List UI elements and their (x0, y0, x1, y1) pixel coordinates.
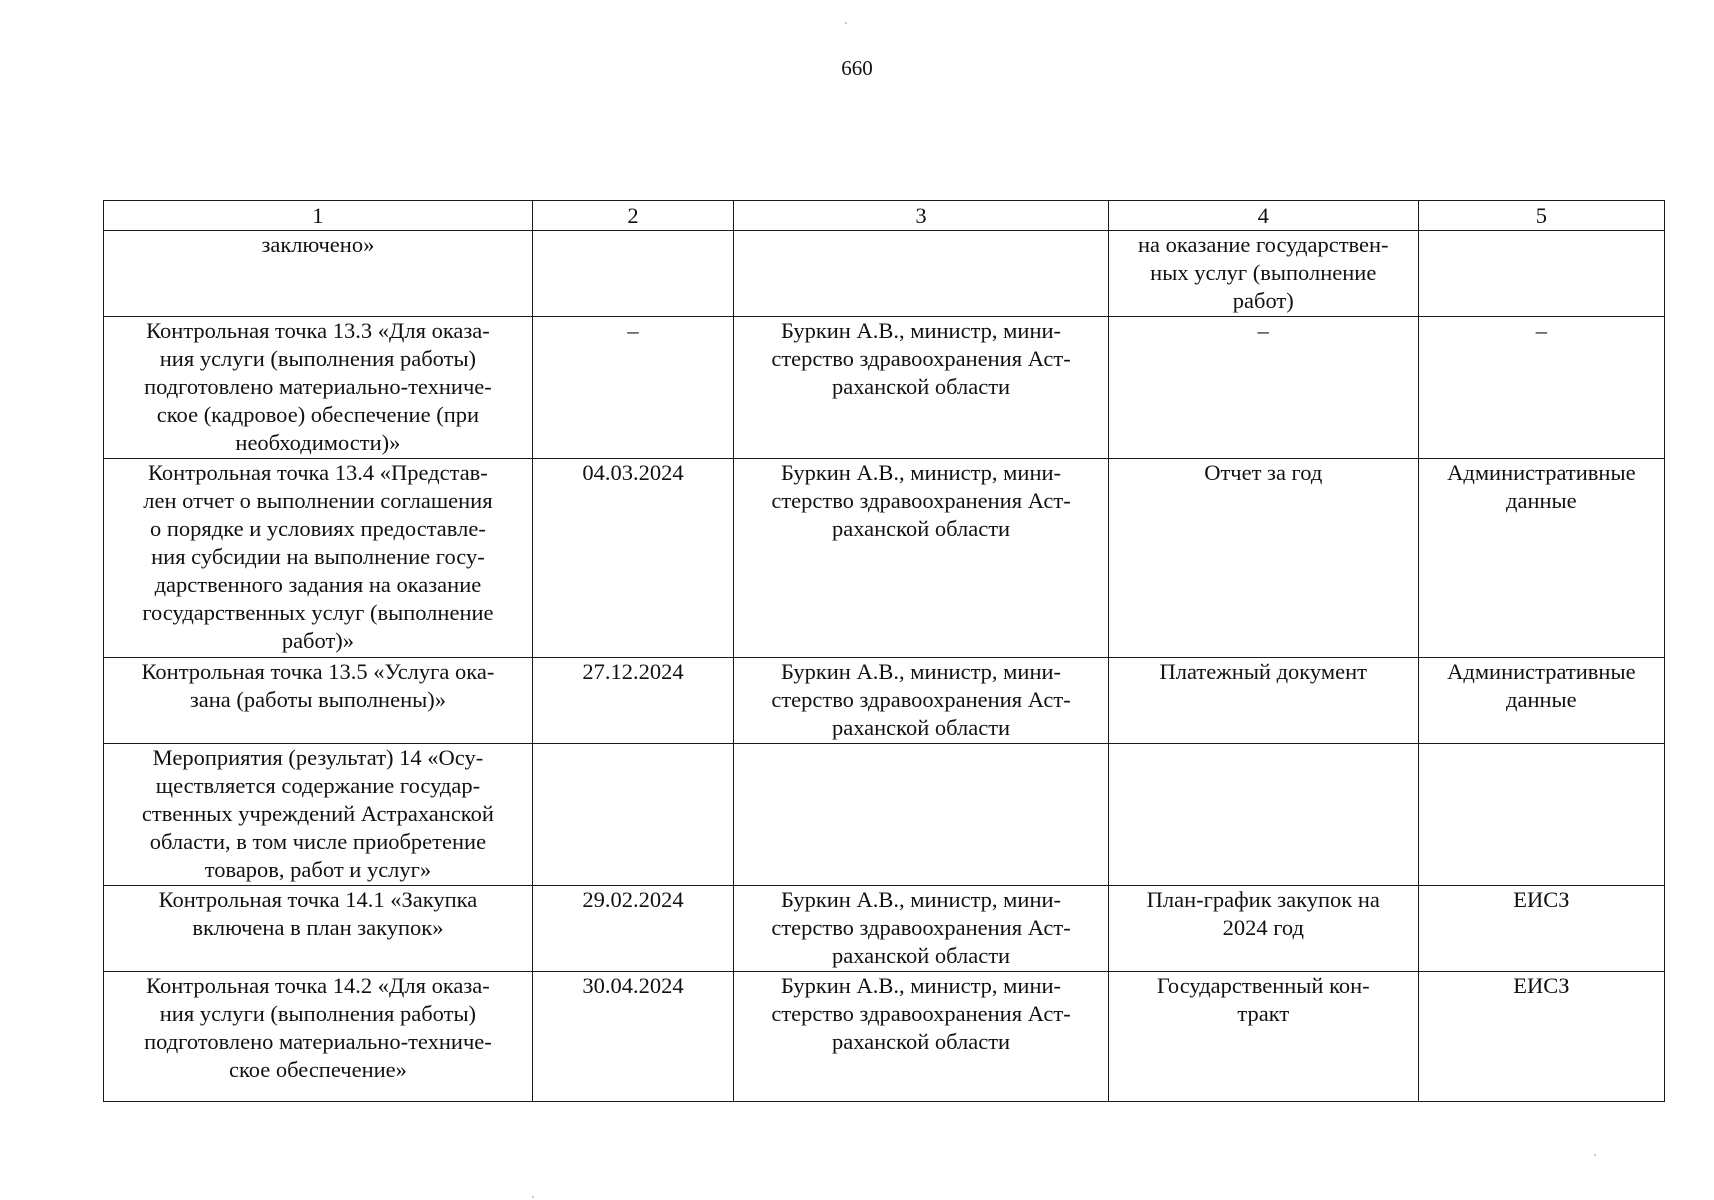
source-text: Административные данные (1447, 659, 1636, 712)
responsible-text: Буркин А.В., министр, мини- стерство здравоохранения Аст- раханской области (771, 318, 1071, 399)
date-cell (532, 231, 733, 317)
document-cell (1108, 658, 1418, 744)
document-cell (1108, 972, 1418, 1102)
table-row (104, 317, 1665, 459)
source-text: Административные данные (1447, 460, 1636, 513)
document-cell (1108, 459, 1418, 658)
source-cell (1418, 972, 1664, 1102)
column-number-3: 3 (734, 201, 1109, 231)
document-text: – (1257, 318, 1269, 343)
source-text: ЕИСЗ (1513, 973, 1570, 998)
date-text: 27.12.2024 (582, 659, 684, 684)
document-text: Отчет за год (1204, 460, 1323, 485)
document-cell (1108, 231, 1418, 317)
date-text: – (627, 318, 639, 343)
responsible-cell (734, 886, 1109, 972)
column-number-5: 5 (1418, 201, 1664, 231)
row-title-cell (104, 317, 533, 459)
date-cell (532, 972, 733, 1102)
source-cell (1418, 658, 1664, 744)
row-title-cell (104, 658, 533, 744)
table-row (104, 744, 1665, 886)
responsible-text: Буркин А.В., министр, мини- стерство здравоохранения Аст- раханской области (771, 460, 1071, 541)
document-cell (1108, 744, 1418, 886)
row-title-text: Контрольная точка 13.3 «Для оказа- ния услуги (выполнения работы) подготовлено материально-техниче- ское (кадровое) обеспечение (при необходимости)» (144, 318, 492, 455)
control-points-table (103, 200, 1665, 1102)
document-text: Платежный документ (1159, 659, 1367, 684)
row-title-cell (104, 886, 533, 972)
date-text: 04.03.2024 (582, 460, 684, 485)
column-number-4: 4 (1108, 201, 1418, 231)
document-text: План-график закупок на 2024 год (1146, 887, 1380, 940)
scan-speck (532, 1196, 534, 1198)
date-cell (532, 744, 733, 886)
row-title-text: Контрольная точка 13.5 «Услуга ока- зана (работы выполнены)» (141, 659, 495, 712)
source-cell (1418, 744, 1664, 886)
source-cell (1418, 317, 1664, 459)
responsible-cell (734, 658, 1109, 744)
row-title-cell (104, 459, 533, 658)
source-cell (1418, 231, 1664, 317)
source-cell (1418, 459, 1664, 658)
responsible-cell (734, 231, 1109, 317)
table-row (104, 886, 1665, 972)
table-row (104, 658, 1665, 744)
document-text: на оказание государствен- ных услуг (выполнение работ) (1137, 232, 1389, 313)
column-number-2: 2 (532, 201, 733, 231)
responsible-cell (734, 744, 1109, 886)
source-text: – (1535, 318, 1547, 343)
table-header-row (104, 201, 1665, 231)
document-text: Государственный кон- тракт (1156, 973, 1370, 1026)
row-title-text: Мероприятия (результат) 14 «Осу- ществляется содержание государ- ственных учреждений Астраханской области, в том числе приобретение товаров, работ и услуг» (141, 745, 494, 882)
row-title-cell (104, 744, 533, 886)
source-text: ЕИСЗ (1513, 887, 1570, 912)
column-number-1: 1 (104, 201, 533, 231)
document-cell (1108, 886, 1418, 972)
row-title-text: Контрольная точка 13.4 «Представ- лен отчет о выполнении соглашения о порядке и условиях предоставле- ния субсидии на выполнение госу- дарственного задания на оказание государственных услуг (выполнение работ)» (142, 460, 494, 653)
date-cell (532, 459, 733, 658)
row-title-text: Контрольная точка 14.1 «Закупка включена в план закупок» (158, 887, 478, 940)
scan-speck (845, 22, 847, 24)
table-row (104, 972, 1665, 1102)
page-number: 660 (841, 56, 873, 80)
scan-speck (1594, 1154, 1596, 1156)
row-title-cell (104, 972, 533, 1102)
document-cell (1108, 317, 1418, 459)
date-cell (532, 658, 733, 744)
date-cell (532, 317, 733, 459)
responsible-text: Буркин А.В., министр, мини- стерство здравоохранения Аст- раханской области (771, 973, 1071, 1054)
date-text: 29.02.2024 (582, 887, 684, 912)
responsible-text: Буркин А.В., министр, мини- стерство здравоохранения Аст- раханской области (771, 659, 1071, 740)
date-cell (532, 886, 733, 972)
responsible-cell (734, 459, 1109, 658)
source-cell (1418, 886, 1664, 972)
responsible-cell (734, 317, 1109, 459)
row-title-text: заключено» (261, 232, 375, 257)
table-row (104, 231, 1665, 317)
date-text: 30.04.2024 (582, 973, 684, 998)
responsible-cell (734, 972, 1109, 1102)
row-title-cell (104, 231, 533, 317)
responsible-text: Буркин А.В., министр, мини- стерство здравоохранения Аст- раханской области (771, 887, 1071, 968)
table-row (104, 459, 1665, 658)
row-title-text: Контрольная точка 14.2 «Для оказа- ния услуги (выполнения работы) подготовлено материально-техниче- ское обеспечение» (144, 973, 492, 1082)
